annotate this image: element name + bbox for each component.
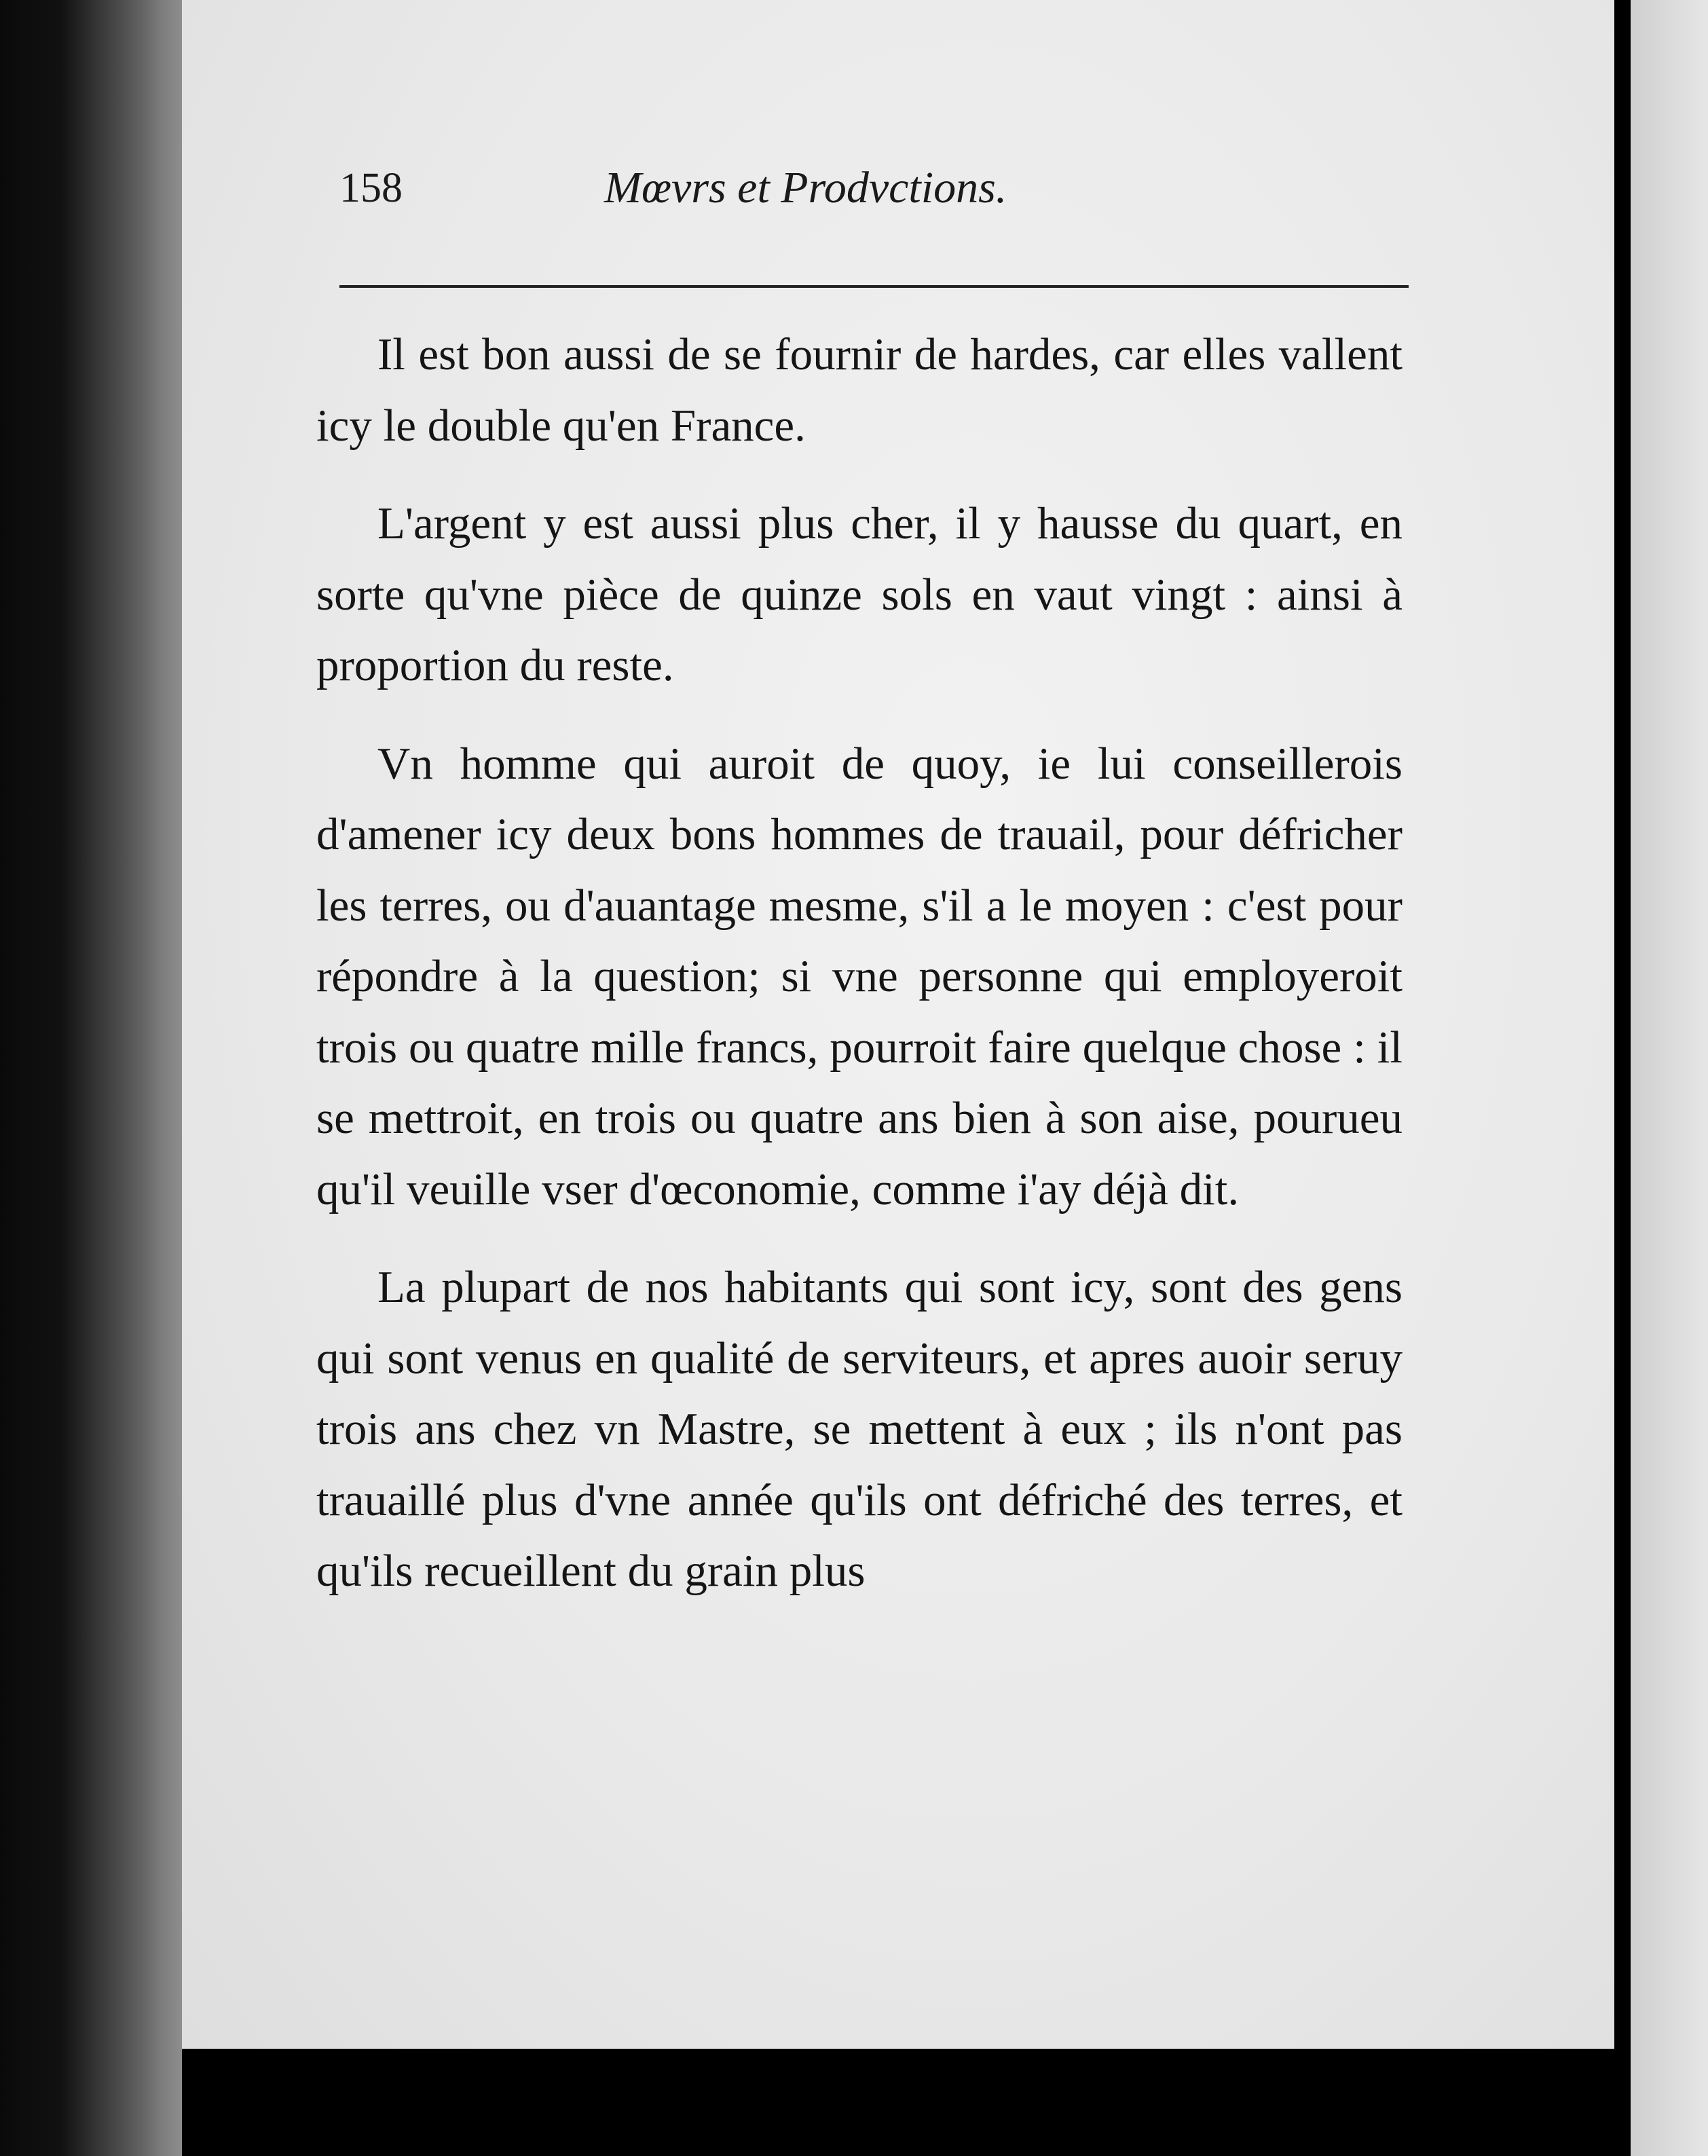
page-header (339, 157, 1426, 232)
paragraph: Il est bon aussi de se fournir de hardes, car elles vallent icy le double qu'en France. (316, 329, 1403, 451)
page-gutter (1614, 0, 1631, 2156)
body-text (316, 319, 1403, 1634)
header-rule (339, 285, 1409, 288)
paragraph: La plupart de nos habitants qui sont icy, sont des gens qui sont venus en qualité de serviteurs, et apres auoir seruy trois ans chez vn Mastre, se mettent à eux ; ils n'ont pas trauaillé plus d'vne année qu'ils ont défriché des terres, et qu'ils recueillent du grain plus (316, 1262, 1403, 1596)
page-number: 158 (339, 165, 403, 211)
book-binding-edge (0, 0, 182, 2156)
paragraph: L'argent y est aussi plus cher, il y hausse du quart, en sorte qu'vne pièce de quinze sols en vaut vingt : ainsi à proportion du reste. (316, 498, 1403, 690)
scan-bottom-border (182, 2049, 1614, 2156)
paragraph: Vn homme qui auroit de quoy, ie lui conseillerois d'amener icy deux bons hommes de trauail, pour défricher les terres, ou d'auantage mesme, s'il a le moyen : c'est pour répondre à la question; si vne personne qui employeroit trois ou quatre mille francs, pourroit faire quelque chose : il se mettroit, en trois ou quatre ans bien à son aise, pourueu qu'il veuille vser d'œconomie, comme i'ay déjà dit. (316, 738, 1403, 1214)
running-head: Mœvrs et Prodvctions. (604, 163, 1007, 212)
facing-page-edge (1631, 0, 1708, 2156)
